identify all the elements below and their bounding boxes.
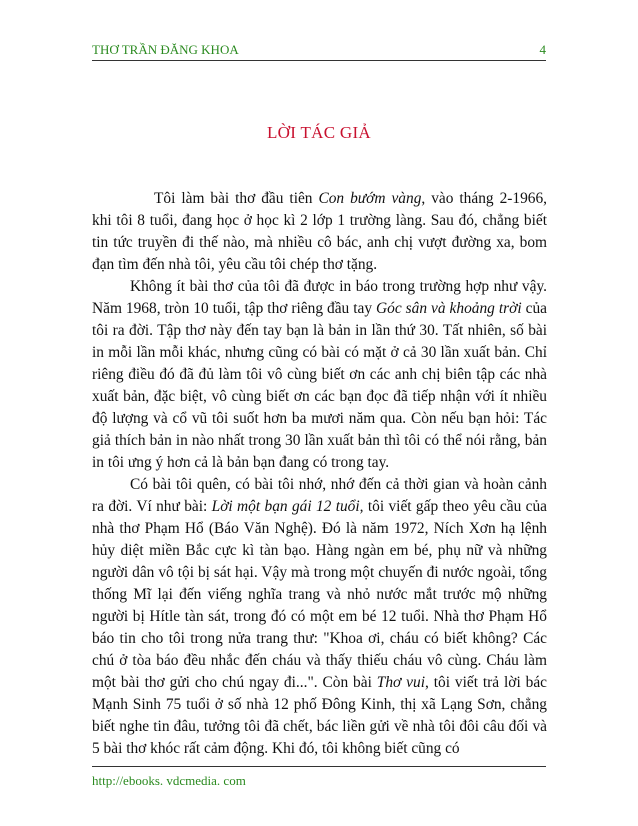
footer-rule	[92, 766, 546, 767]
body-text	[92, 188, 547, 760]
text-segment: Tôi làm bài thơ đầu tiên	[154, 190, 319, 207]
header-rule	[92, 60, 546, 61]
text-segment: Không ít bài thơ của tôi đã được in báo trong trường hợp như vậy. Năm 1968, tròn 10 tuổi, tập thơ riêng đầu tay	[92, 278, 547, 317]
paragraph-2	[92, 276, 547, 474]
text-segment: , tôi viết trả lời bác Mạnh Sinh 75 tuổi ở số nhà 12 phố Đông Kinh, thị xã Lạng Sơn, chẳng biết nghe tin đâu, tưởng tôi đã chết, bác liền gửi về nhà tôi đôi câu đối và 5 bài thơ khóc rất cảm động. Khi đó, tôi không biết cũng có	[92, 674, 547, 757]
poem-title: Lời một bạn gái 12 tuổi,	[211, 498, 364, 515]
page-number: 4	[539, 42, 546, 57]
text-segment: tôi viết gấp theo yêu cầu của nhà thơ Phạm Hổ (Báo Văn Nghệ). Đó là năm 1972, Ních Xơn hạ lệnh hủy diệt miền Bắc cực kì tàn bạo. Hàng ngàn em bé, phụ nữ và những người dân vô tội bị sát hại. Vậy mà trong một chuyến đi nước ngoài, tổng thống Mĩ lại đến viếng nghĩa trang và nhỏ nước mắt trước mộ những người bị Hítle tàn sát, trong đó có một em bé 12 tuổi. Nhà thơ Phạm Hổ báo tin cho tôi trong nửa trang thư: "Khoa ơi, cháu có biết không? Các chú ở tòa báo đều nhắc đến cháu và thấy thiếu cháu vô cùng. Cháu làm một bài thơ gửi cho chú ngay đi...". Còn bài	[92, 498, 548, 691]
paragraph-1	[92, 188, 547, 276]
text-segment: của tôi ra đời. Tập thơ này đến tay bạn là bản in lần thứ 30. Tất nhiên, số bài in mỗi lần mỗi khác, nhưng cũng có bài có mặt ở cả 30 lần xuất bản. Chỉ riêng điều đó đã đủ làm tôi vô cùng biết ơn các anh chị biên tập các nhà xuất bản, đặc biệt, vô cùng biết ơn các bạn đọc đã tiếp nhận với ít nhiều độ lượng và cổ vũ tôi suốt hơn ba mươi năm qua. Còn nếu bạn hỏi: Tác giả thích bản in nào nhất trong 30 lần xuất bản thì tôi có thể nói rằng, bản in tôi ưng ý hơn cả là bản bạn đang có trong tay.	[92, 300, 547, 471]
text-segment: , vào tháng 2-1966, khi tôi 8 tuổi, đang học ở học kì 2 lớp 1 trường làng. Sau đó, chẳng biết tin tức truyền đi thế nào, mà nhiều cô bác, anh chị vượt đường xa, bom đạn tìm đến nhà tôi, yêu cầu tôi chép thơ tặng.	[92, 190, 548, 273]
paragraph-3	[92, 474, 547, 760]
page-header	[92, 40, 546, 60]
poem-title: Con bướm vàng	[318, 190, 422, 207]
chapter-heading: LỜI TÁC GIẢ	[266, 123, 372, 142]
text-segment: Có bài tôi quên, có bài tôi nhớ, nhớ đến cả thời gian và hoàn cảnh ra đời. Ví như bài:	[92, 476, 547, 515]
book-title: THƠ TRẦN ĐĂNG KHOA	[92, 42, 239, 57]
footer-link[interactable]: http://ebooks. vdcmedia. com	[92, 773, 246, 788]
book-collection-title: Góc sân và khoảng trời	[376, 300, 522, 317]
poem-title: Thơ vui	[376, 674, 425, 691]
